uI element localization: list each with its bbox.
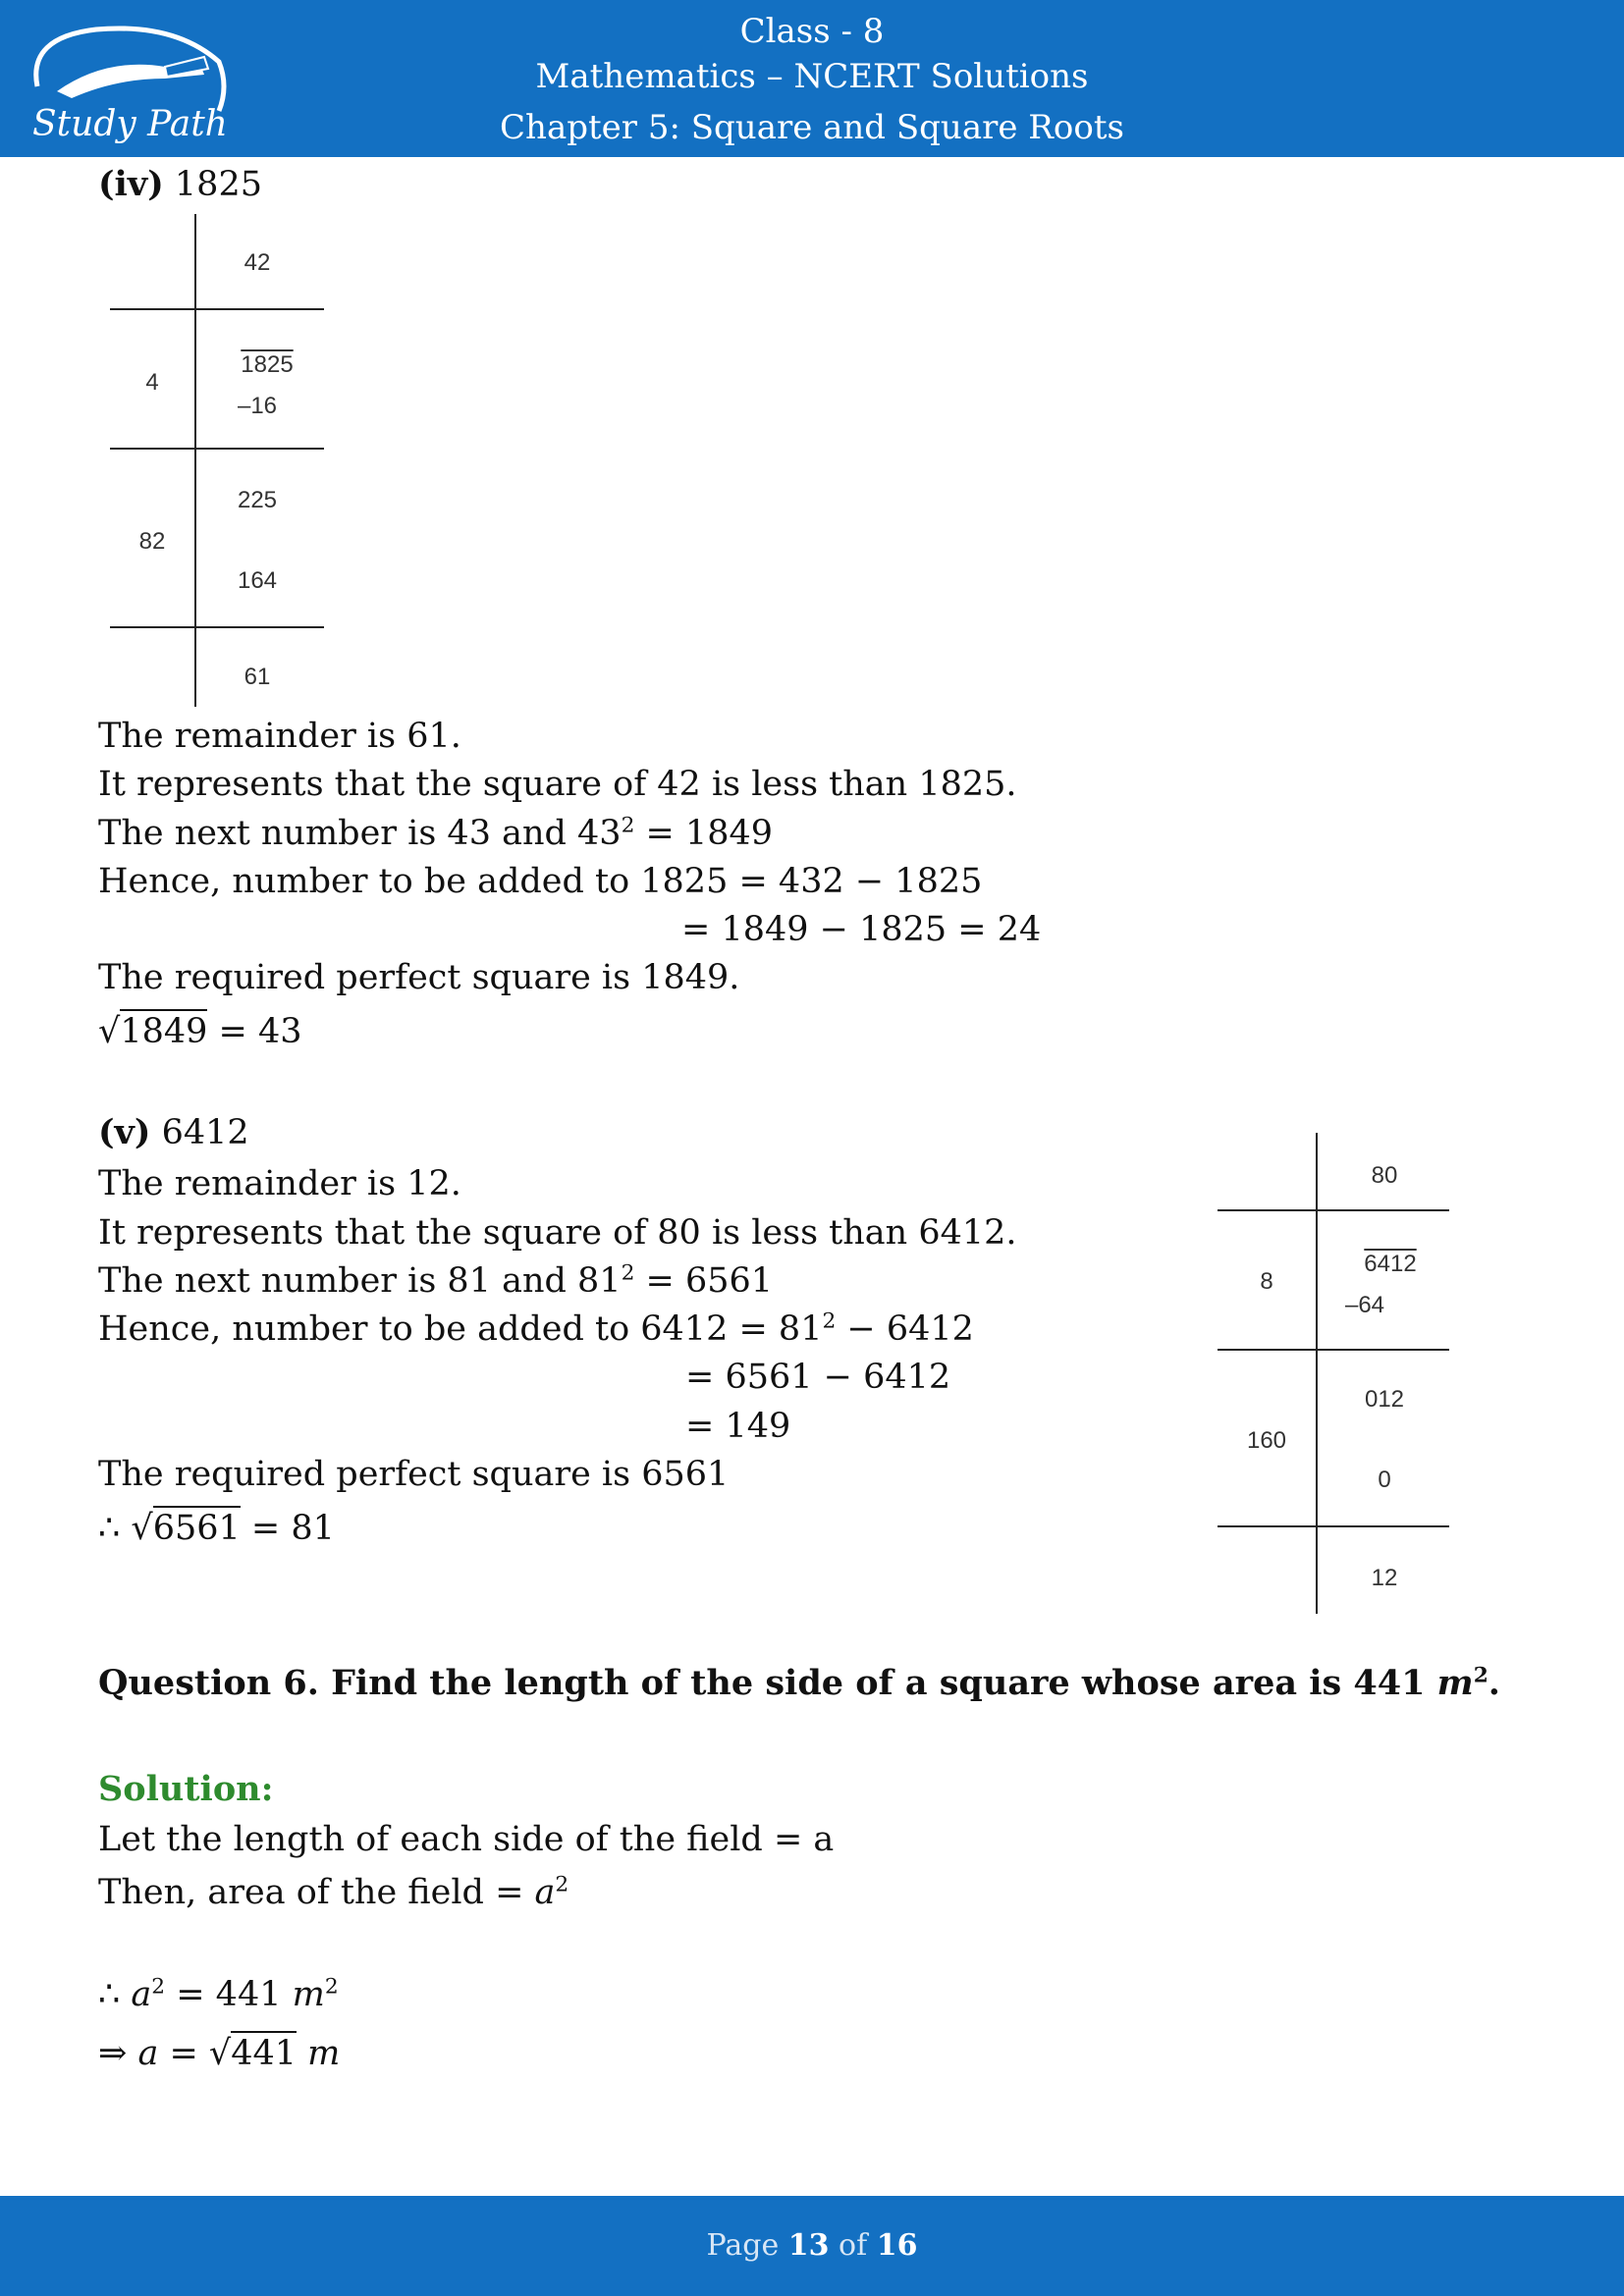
page-header xyxy=(0,0,1624,157)
remainder: 12 xyxy=(1371,1565,1398,1591)
text-line: The required perfect square is 1849. xyxy=(98,958,740,997)
page-footer: Page 13 of 16 xyxy=(0,2196,1624,2296)
text-line: = 6561 − 6412 xyxy=(685,1358,951,1397)
text-line: Let the length of each side of the field = a xyxy=(98,1820,835,1859)
text-line: = 1849 − 1825 = 24 xyxy=(681,910,1042,949)
equation-line: ∴ $a^2 = 441$ $m^2$ xyxy=(98,1974,339,2014)
text-line: The remainder is 61. xyxy=(98,717,461,756)
subtraction: –64 xyxy=(1344,1292,1385,1318)
remainder: 61 xyxy=(244,664,271,690)
divisor: 160 xyxy=(1246,1427,1287,1454)
step-value: 225 xyxy=(237,487,278,513)
divisor: 82 xyxy=(138,528,166,555)
text-line: = 149 xyxy=(685,1407,791,1446)
current-page: 13 xyxy=(787,2228,830,2263)
header-class: Class - 8 xyxy=(739,12,885,51)
dividend: 1825 xyxy=(241,351,294,378)
division-table-iv xyxy=(110,214,326,707)
question-6: Question 6. Find the length of the side of a square whose area is 441 $m^2$. xyxy=(98,1663,1500,1703)
quotient: 42 xyxy=(244,249,271,276)
text-line: The required perfect square is 6561 xyxy=(98,1455,730,1494)
text-line: It represents that the square of 42 is less than 1825. xyxy=(98,765,1017,804)
text-line: The next number is 81 and $81^2 = 6561$ xyxy=(98,1260,774,1301)
divisor: 8 xyxy=(1260,1268,1273,1295)
part-v-heading: (v) 6412 xyxy=(98,1112,249,1152)
text-line: The next number is 43 and $43^2 = 1849$ xyxy=(98,813,774,853)
header-chapter: Chapter 5: Square and Square Roots xyxy=(500,108,1124,147)
subtraction: 0 xyxy=(1378,1467,1391,1493)
subtraction: –16 xyxy=(237,393,278,419)
sqrt-expression: √1849 = 43 xyxy=(98,1010,302,1053)
text-line: Hence, number to be added to 1825 = 432 − 1825 xyxy=(98,862,983,901)
header-subject: Mathematics – NCERT Solutions xyxy=(535,57,1089,96)
division-table-v xyxy=(1218,1133,1449,1614)
text-line: It represents that the square of 80 is less than 6412. xyxy=(98,1213,1017,1253)
text-line: The remainder is 12. xyxy=(98,1164,461,1203)
text-line: Hence, number to be added to $6412 = 81^2 - 6412$ xyxy=(98,1308,974,1349)
equation-line: ⇒ a = √441 m xyxy=(98,2032,340,2075)
total-pages: 16 xyxy=(876,2228,918,2263)
quotient: 80 xyxy=(1371,1162,1398,1189)
divisor: 4 xyxy=(145,369,159,396)
part-iv-heading: (iv) 1825 xyxy=(98,164,262,204)
dividend: 6412 xyxy=(1364,1251,1417,1277)
sqrt-expression: ∴ √6561 = 81 xyxy=(98,1507,335,1550)
subtraction: 164 xyxy=(237,567,278,594)
text-line: Then, area of the field = $a^2$ xyxy=(98,1872,569,1912)
step-value: 012 xyxy=(1364,1386,1405,1413)
svg-text:Study Path: Study Path xyxy=(32,104,228,144)
solution-label: Solution: xyxy=(98,1769,274,1809)
